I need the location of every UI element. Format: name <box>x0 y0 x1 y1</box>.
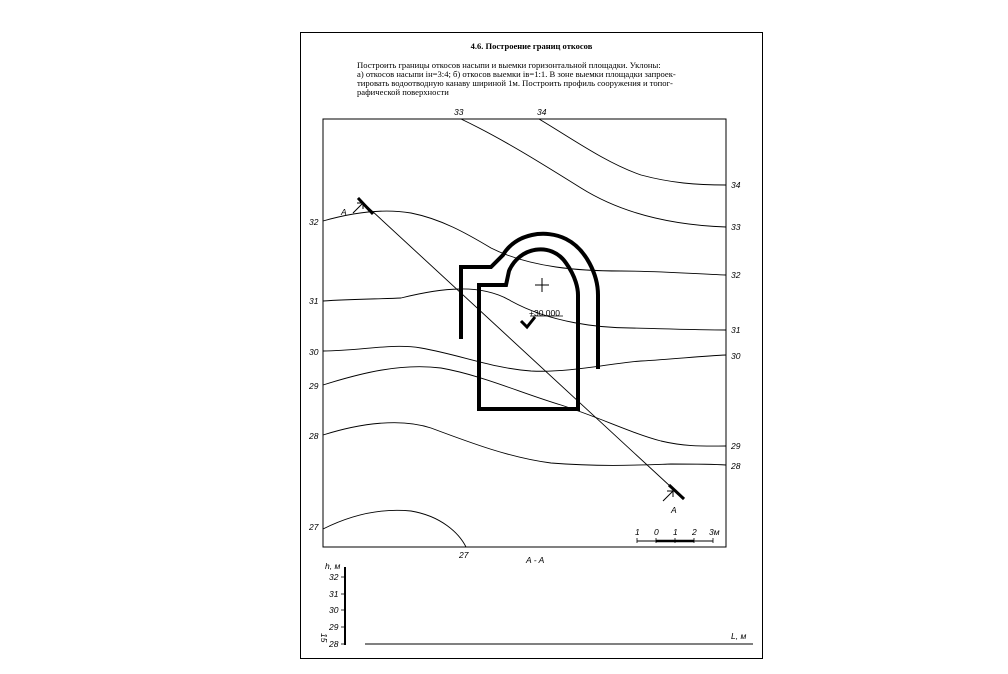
center-cross <box>535 278 549 292</box>
plan-frame <box>323 119 726 547</box>
section-end-arrow <box>663 491 673 501</box>
contour-label-left-27: 27 <box>309 522 319 532</box>
contour-label-right-29: 29 <box>731 441 741 451</box>
contour-label-right-33: 33 <box>731 222 741 232</box>
section-start-label: A <box>341 207 347 217</box>
profile-level-32: 32 <box>329 572 339 582</box>
contour-label-bottom-27: 27 <box>459 550 469 560</box>
contour-lines <box>323 119 726 547</box>
contour-label-left-30: 30 <box>309 347 319 357</box>
profile-level-31: 31 <box>329 589 339 599</box>
contour-label-right-32: 32 <box>731 270 741 280</box>
scale-label-3m: 3м <box>709 527 720 537</box>
task-line-4: рафической поверхности <box>357 87 449 97</box>
profile-level-28: 28 <box>329 639 339 649</box>
elevation-check-mark <box>521 317 535 327</box>
section-end-marker <box>669 485 684 499</box>
contour-label-top-34: 34 <box>537 107 547 117</box>
contour-label-top-33: 33 <box>454 107 464 117</box>
contour-33 <box>461 119 726 227</box>
drawing-canvas <box>301 33 764 660</box>
drawing-sheet <box>300 32 763 659</box>
contour-label-right-34: 34 <box>731 180 741 190</box>
contour-label-left-29: 29 <box>309 381 319 391</box>
elevation-label: +30.000 <box>529 308 560 318</box>
task-line-3: тировать водоотводную канаву шириной 1м. Построить профиль сооружения и топог- <box>357 78 673 88</box>
section-line <box>358 198 684 499</box>
profile-y-axis-label: h, м <box>325 561 341 571</box>
contour-29 <box>323 367 726 446</box>
scale-label-1: 1 <box>635 527 640 537</box>
scale-bar <box>635 527 720 543</box>
site-outline <box>479 249 578 409</box>
contour-label-left-32: 32 <box>309 217 319 227</box>
scale-label-0: 0 <box>654 527 659 537</box>
profile-x-axis-label: L, м <box>731 631 747 641</box>
profile-level-30: 30 <box>329 605 339 615</box>
contour-label-right-31: 31 <box>731 325 741 335</box>
task-line-2: а) откосов насыпи iн=3:4; б) откосов выемки iв=1:1. В зоне выемки площадки запроек- <box>357 69 676 79</box>
contour-label-right-30: 30 <box>731 351 741 361</box>
contour-30 <box>323 346 726 371</box>
contour-28 <box>323 423 726 466</box>
contour-label-left-28: 28 <box>309 431 319 441</box>
section-start-arrow <box>353 203 363 213</box>
scale-label-1b: 1 <box>673 527 678 537</box>
contour-27 <box>323 510 466 547</box>
profile-level-29: 29 <box>329 622 339 632</box>
scale-label-2: 2 <box>692 527 697 537</box>
sheet-title: 4.6. Построение границ откосов <box>470 41 593 51</box>
section-title: A - A <box>526 555 545 565</box>
page-side-number: 15 <box>319 633 329 643</box>
profile-grid <box>319 561 753 649</box>
section-end-label: A <box>671 505 677 515</box>
contour-34 <box>539 119 726 185</box>
contour-label-left-31: 31 <box>309 296 319 306</box>
contour-label-right-28: 28 <box>731 461 741 471</box>
task-line-1: Построить границы откосов насыпи и выемки горизонтальной площадки. Уклоны: <box>357 60 661 70</box>
